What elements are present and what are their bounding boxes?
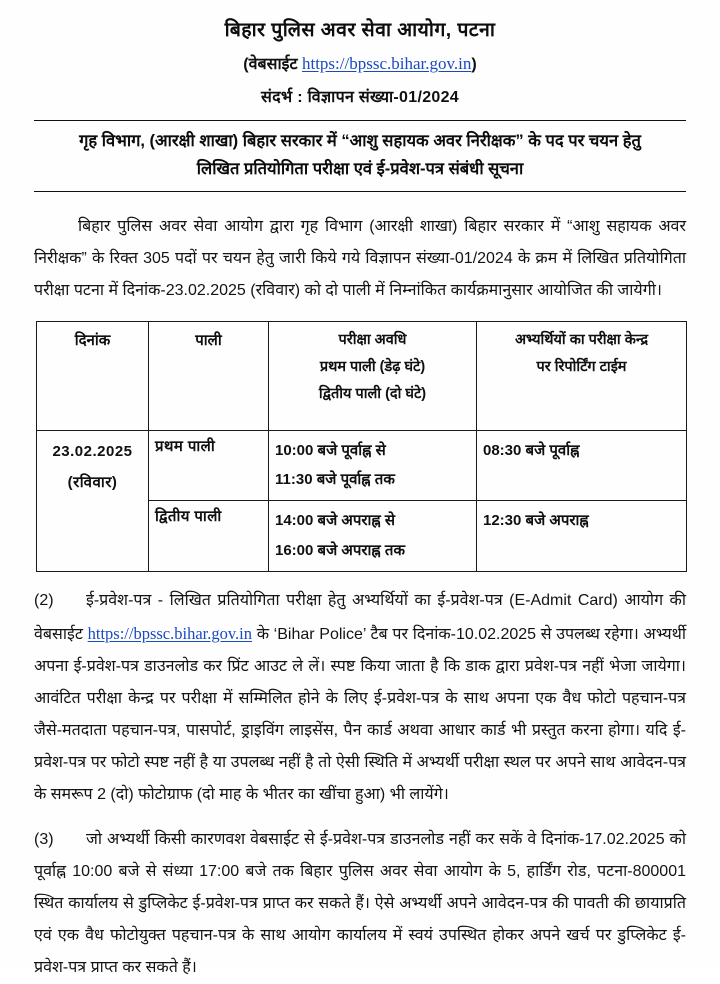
- duration-1-line-2: 11:30 बजे पूर्वाह्न तक: [275, 471, 395, 489]
- header-duration: [269, 322, 477, 430]
- cell-shift-2: द्वितीय पाली: [149, 501, 269, 572]
- header-duration-main: परीक्षा अवधि: [338, 332, 407, 349]
- website-line: [34, 52, 686, 76]
- exam-day-value: (रविवार): [67, 474, 118, 492]
- header-duration-shift1: प्रथम पाली (डेढ़ घंटे): [319, 359, 426, 376]
- paragraph-2-text-part-2: के ‘Bihar Police’ टैब पर दिनांक-10.02.2025 से उपलब्ध रहेगा। अभ्यर्थी अपना ई-प्रवेश-पत्र डाउनलोड कर प्रिंट आउट ले लें। स्पष्ट किया जाता है कि डाक द्वारा प्रवेश-पत्र नहीं भेजा जायेगा। आवंटित परीक्षा केन्द्र पर परीक्षा में सम्मिलित होने के लिए ई-प्रवेश-पत्र के साथ अपना एक वैध फोटो पहचान-पत्र जैसे-मतदाता पहचान-पत्र, पासपोर्ट, ड्राइविंग लाइसेंस, पैन कार्ड अथवा आधार कार्ड भी प्रस्तुत करना होगा। यदि ई-प्रवेश-पत्र पर फोटो स्पष्ट नहीं है या उपलब्ध नहीं है तो ऐसी स्थिति में अभ्यर्थी परीक्षा स्थल पर अपने साथ आवेदन-पत्र के समरूप 2 (दो) फोटोग्राफ (दो माह के भीतर का खींचा हुआ) भी लायेंगे।: [34, 625, 687, 803]
- header-reporting-line-2: पर रिपोर्टिंग टाईम: [536, 359, 627, 376]
- table-body: [37, 430, 687, 571]
- duration-2-line-2: 16:00 बजे अपराह्न तक: [275, 541, 405, 559]
- organization-name: बिहार पुलिस अवर सेवा आयोग, पटना: [224, 19, 496, 41]
- cell-exam-date: [37, 430, 149, 571]
- header-reporting-line-1: अभ्यर्थियों का परीक्षा केन्द्र: [514, 332, 649, 349]
- table-row: [37, 430, 687, 501]
- header-date: दिनांक: [37, 322, 149, 430]
- header-shift: पाली: [149, 322, 269, 430]
- cell-duration-1: [269, 430, 477, 501]
- notice-title: [34, 121, 686, 184]
- website-url-link[interactable]: https://bpssc.bihar.gov.in: [301, 54, 472, 74]
- duration-1-line-1: 10:00 बजे पूर्वाह्न से: [275, 441, 386, 459]
- table-header-row: [37, 322, 687, 430]
- cell-duration-2: [269, 501, 477, 572]
- notice-title-line-2: लिखित प्रतियोगिता परीक्षा एवं ई-प्रवेश-पत्र संबंधी सूचना: [196, 160, 524, 179]
- cell-reporting-2: 12:30 बजे अपराह्न: [477, 501, 687, 572]
- exam-date-value: 23.02.2025: [52, 442, 133, 460]
- document-header: [34, 0, 686, 107]
- paragraph-3-text: जो अभ्यर्थी किसी कारणवश वेबसाईट से ई-प्रवेश-पत्र डाउनलोड नहीं कर सकें वे दिनांक-17.02.2025 को पूर्वाह्न 10:00 बजे से संध्या 17:00 बजे तक बिहार पुलिस अवर सेवा आयोग के 5, हार्डिंग रोड, पटना-800001 स्थित कार्यालय से डुप्लिकेट ई-प्रवेश-पत्र प्राप्त कर सकते हैं। ऐसे अभ्यर्थी अपने आवेदन-पत्र की पावती की छायाप्रति एवं एक वैध फोटोयुक्त पहचान-पत्र के साथ आयोग कार्यालय में स्वयं उपस्थित होकर अपने खर्च पर डुप्लिकेट ई-प्रवेश-पत्र प्राप्त कर सकते हैं।: [34, 830, 686, 976]
- paragraph-2-url-link[interactable]: https://bpssc.bihar.gov.in: [87, 623, 252, 643]
- paragraph-2: [34, 585, 686, 811]
- website-close-paren: ): [471, 56, 477, 74]
- reference-line: संदर्भ : विज्ञापन संख्या-01/2024: [261, 88, 459, 106]
- paragraph-2-text-part-1: ई-प्रवेश-पत्र - लिखित प्रतियोगिता परीक्षा हेतु अभ्यर्थियों का ई-प्रवेश-पत्र (E-Admit Card) आयोग की वेबसाईट: [34, 591, 686, 643]
- cell-reporting-1: 08:30 बजे पूर्वाह्न: [477, 430, 687, 501]
- cell-shift-1: प्रथम पाली: [149, 430, 269, 501]
- divider-below-title: [34, 191, 686, 192]
- header-duration-shift2: द्वितीय पाली (दो घंटे): [318, 386, 427, 403]
- website-label: (वेबसाईट: [243, 56, 302, 74]
- intro-paragraph: बिहार पुलिस अवर सेवा आयोग द्वारा गृह विभाग (आरक्षी शाखा) बिहार सरकार में “आशु सहायक अवर निरीक्षक” के रिक्त 305 पदों पर चयन हेतु जारी किये गये विज्ञापन संख्या-01/2024 के क्रम में लिखित प्रतियोगिता परीक्षा पटना में दिनांक-23.02.2025 (रविवार) को दो पाली में निम्नांकित कार्यक्रमानुसार आयोजित की जायेगी।: [34, 218, 686, 300]
- paragraph-3-number: (3): [34, 830, 54, 848]
- notice-title-line-1: गृह विभाग, (आरक्षी शाखा) बिहार सरकार में “आशु सहायक अवर निरीक्षक” के पद पर चयन हेतु: [79, 131, 641, 150]
- paragraph-2-number: (2): [34, 591, 54, 609]
- header-reporting-time: [477, 322, 687, 430]
- table-header-row-group: [37, 322, 687, 430]
- exam-schedule-table: [36, 321, 687, 571]
- duration-2-line-1: 14:00 बजे अपराह्न से: [275, 512, 396, 530]
- paragraph-3: [34, 824, 686, 984]
